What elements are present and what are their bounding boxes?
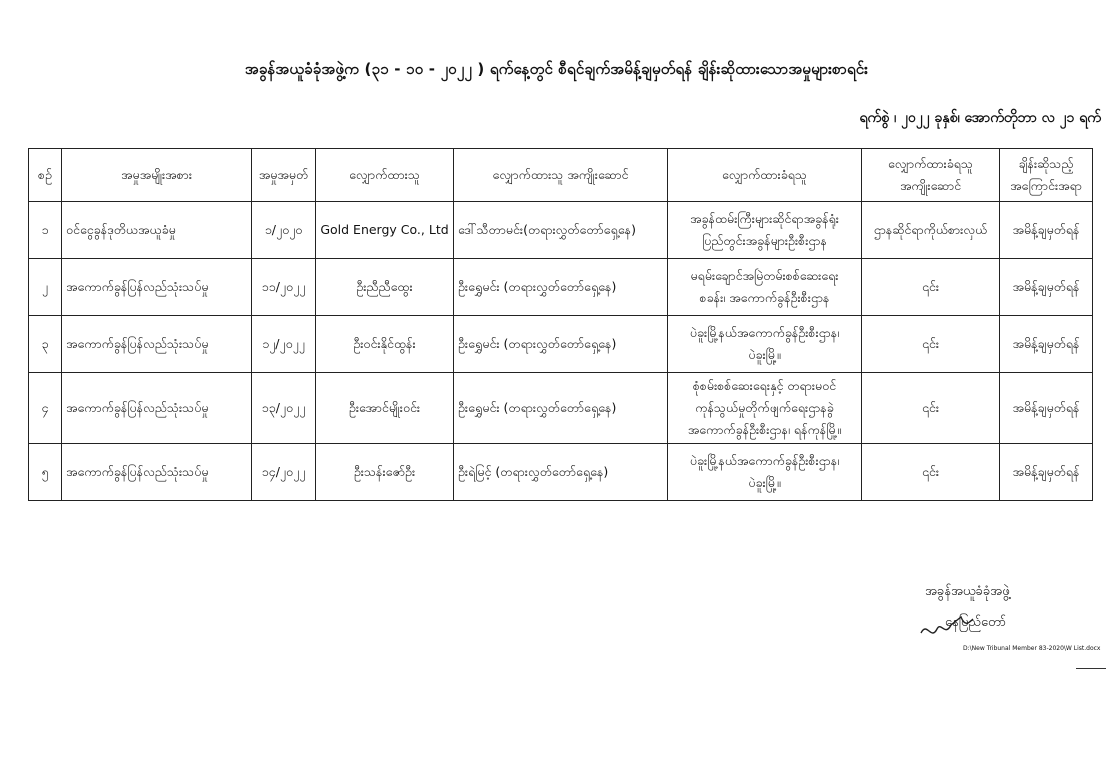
row-respondent-rep: ဌာနဆိုင်ရာကိုယ်စားလှယ် (862, 202, 1000, 259)
row-respondent (668, 259, 862, 316)
table-row (29, 259, 1093, 316)
row-no: ၅ (29, 444, 62, 501)
row-case-no: ၁၂/၂၀၂၂ (252, 316, 316, 373)
row-respondent (668, 373, 862, 444)
respondent-line: ကုန်သွယ်မှုတိုက်ဖျက်ရေးဌာနခွဲ (695, 400, 834, 415)
row-purpose: အမိန့်ချမှတ်ရန် (1000, 259, 1093, 316)
row-case-no: ၁၄/၂၀၂၂ (252, 444, 316, 501)
respondent-line: ပဲခူးမြို့။ (748, 475, 781, 490)
table-row (29, 444, 1093, 501)
footer-divider (1076, 668, 1106, 669)
row-respondent-rep: ၎င်း (862, 259, 1000, 316)
row-applicant: ဦးညီညီထွေး (316, 259, 454, 316)
row-no: ၁ (29, 202, 62, 259)
row-applicant-rep: ဒေါ်သီတာမင်း(တရားလွှတ်တော်ရှေ့နေ) (454, 202, 668, 259)
row-applicant-rep: ဦးရွှေမင်း (တရားလွှတ်တော်ရှေ့နေ) (454, 259, 668, 316)
row-no: ၃ (29, 316, 62, 373)
row-case-type: ဝင်ငွေခွန်ဒုတိယအယူခံမှု (62, 202, 252, 259)
row-respondent-rep: ၎င်း (862, 316, 1000, 373)
respondent-line: ပဲခူးမြို့နယ်အကောက်ခွန်ဦးစီးဌာန၊ (689, 325, 840, 340)
row-purpose: အမိန့်ချမှတ်ရန် (1000, 316, 1093, 373)
respondent-line: မရမ်းချောင်အမြဲတမ်းစစ်ဆေးရေး (690, 268, 839, 283)
table-row (29, 373, 1093, 444)
row-case-type: အကောက်ခွန်ပြန်လည်သုံးသပ်မှု (62, 444, 252, 501)
row-case-type: အကောက်ခွန်ပြန်လည်သုံးသပ်မှု (62, 373, 252, 444)
row-case-no: ၁၃/၂၀၂၂ (252, 373, 316, 444)
row-applicant-rep: ဦးရဲမြင့် (တရားလွှတ်တော်ရှေ့နေ) (454, 444, 668, 501)
row-purpose: အမိန့်ချမှတ်ရန် (1000, 373, 1093, 444)
signature-org: အခွန်အယူခံခုံအဖွဲ့ (925, 584, 1010, 599)
table-row (29, 316, 1093, 373)
respondent-line: အခွန်ထမ်းကြီးများဆိုင်ရာအခွန်ရုံး (690, 211, 839, 226)
row-applicant-rep: ဦးရွှေမင်း (တရားလွှတ်တော်ရှေ့နေ) (454, 373, 668, 444)
row-respondent (668, 316, 862, 373)
row-case-no: ၁၁/၂၀၂၂ (252, 259, 316, 316)
document-date: ရက်စွဲ ၊ ၂၀၂၂ ခုနှစ်၊ အောက်တိုဘာ လ ၂၁ ရက် (859, 110, 1101, 126)
row-respondent (668, 202, 862, 259)
header-purpose: ချိန်းဆိုသည့် အကြောင်းအရာ (1000, 149, 1093, 202)
respondent-line: ပဲခူးမြို့နယ်အကောက်ခွန်ဦးစီးဌာန၊ (689, 453, 840, 468)
file-path-footer: D:\New Tribunal Member 83-2020\W List.docx (963, 645, 1101, 652)
row-purpose: အမိန့်ချမှတ်ရန် (1000, 444, 1093, 501)
row-respondent-rep: ၎င်း (862, 444, 1000, 501)
row-applicant: ဦးသန်းဇော်ဦး (316, 444, 454, 501)
header-applicant: လျှောက်ထားသူ (316, 149, 454, 202)
row-applicant: ဦးအောင်မျိုးဝင်း (316, 373, 454, 444)
page-title: အခွန်အယူခံခုံအဖွဲ့က (၃၁ - ၁၀ - ၂၀၂၂ ) ရက်နေ့တွင် စီရင်ချက်အမိန့်ချမှတ်ရန် ချိန်းဆိုထားသောအမှုများစာရင်း (244, 60, 869, 78)
row-respondent-rep: ၎င်း (862, 373, 1000, 444)
row-applicant-rep: ဦးရွှေမင်း (တရားလွှတ်တော်ရှေ့နေ) (454, 316, 668, 373)
header-case-type: အမှုအမျိုးအစား (62, 149, 252, 202)
header-no: စဉ် (29, 149, 62, 202)
row-purpose: အမိန့်ချမှတ်ရန် (1000, 202, 1093, 259)
table-header-row (29, 149, 1093, 202)
respondent-line: ပဲခူးမြို့။ (748, 347, 781, 362)
row-case-no: ၁/၂၀၂၀ (252, 202, 316, 259)
row-no: ၂ (29, 259, 62, 316)
signature-location: နေပြည်တော် (945, 615, 1007, 630)
respondent-line: စခန်း၊ အကောက်ခွန်ဦးစီးဌာန (699, 290, 830, 305)
respondent-line: အကောက်ခွန်ဦးစီးဌာန၊ ရန်ကုန်မြို့။ (687, 422, 842, 437)
row-case-type: အကောက်ခွန်ပြန်လည်သုံးသပ်မှု (62, 316, 252, 373)
header-applicant-rep: လျှောက်ထားသူ အကျိုးဆောင် (454, 149, 668, 202)
row-case-type: အကောက်ခွန်ပြန်လည်သုံးသပ်မှု (62, 259, 252, 316)
row-applicant: ဦးဝင်းနိုင်ထွန်း (316, 316, 454, 373)
header-respondent: လျှောက်ထားခံရသူ (668, 149, 862, 202)
row-respondent (668, 444, 862, 501)
case-list-table (28, 148, 1093, 501)
respondent-line: ပြည်တွင်းအခွန်များဦးစီးဌာန (702, 233, 827, 248)
respondent-line: စုံစမ်းစစ်ဆေးရေးနှင့် တရားမဝင် (692, 378, 837, 393)
table-row (29, 202, 1093, 259)
header-case-no: အမှုအမှတ် (252, 149, 316, 202)
row-applicant: Gold Energy Co., Ltd (316, 202, 454, 259)
header-respondent-rep: လျှောက်ထားခံရသူ အကျိုးဆောင် (862, 149, 1000, 202)
row-no: ၄ (29, 373, 62, 444)
